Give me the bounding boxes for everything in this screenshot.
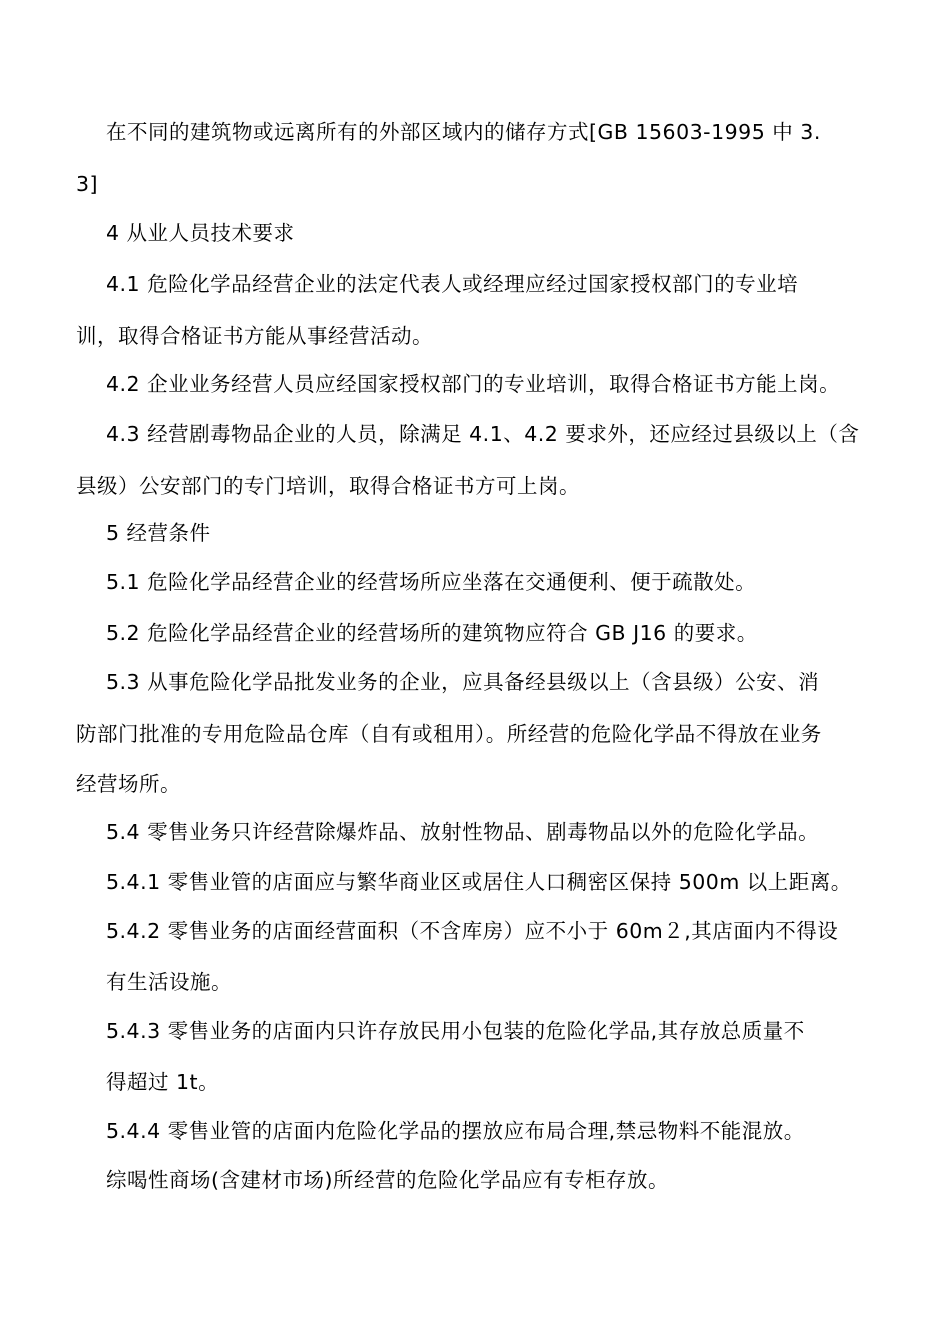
text-line-15: 5.4 零售业务只许经营除爆炸品、放射性物品、剧毒物品以外的危险化学品。 (106, 820, 820, 844)
text-line-12: 5.3 从事危险化学品批发业务的企业，应具备经县级以上（含县级）公安、消 (106, 670, 820, 694)
text-line-2: 3] (76, 172, 99, 196)
text-line-22: 综喝性商场(含建材市场)所经营的危险化学品应有专柜存放。 (106, 1168, 669, 1192)
section-heading-5: 5 经营条件 (106, 521, 211, 545)
text-line-8: 县级）公安部门的专门培训，取得合格证书方可上岗。 (76, 474, 580, 498)
text-line-4: 4.1 危险化学品经营企业的法定代表人或经理应经过国家授权部门的专业培 (106, 272, 799, 296)
text-line-11: 5.2 危险化学品经营企业的经营场所的建筑物应符合 GB J16 的要求。 (106, 621, 758, 645)
text-line-10: 5.1 危险化学品经营企业的经营场所应坐落在交通便利、便于疏散处。 (106, 570, 757, 594)
text-line-1: 在不同的建筑物或远离所有的外部区域内的储存方式[GB 15603-1995 中 3. (106, 120, 821, 144)
text-line-20: 得超过 1t。 (106, 1070, 220, 1094)
text-line-14: 经营场所。 (76, 772, 181, 796)
text-line-6: 4.2 企业业务经营人员应经国家授权部门的专业培训，取得合格证书方能上岗。 (106, 372, 841, 396)
text-line-16: 5.4.1 零售业管的店面应与繁华商业区或居住人口稠密区保持 500m 以上距离。 (106, 870, 852, 894)
text-line-19: 5.4.3 零售业务的店面内只许存放民用小包装的危险化学品,其存放总质量不 (106, 1019, 805, 1043)
text-line-7: 4.3 经营剧毒物品企业的人员，除满足 4.1、4.2 要求外，还应经过县级以上（含 (106, 422, 860, 446)
text-line-13: 防部门批准的专用危险品仓库（自有或租用）。所经营的危险化学品不得放在业务 (76, 722, 822, 746)
text-line-5: 训，取得合格证书方能从事经营活动。 (76, 324, 433, 348)
text-line-21: 5.4.4 零售业管的店面内危险化学品的摆放应布局合理,禁忌物料不能混放。 (106, 1119, 805, 1143)
text-line-18: 有生活设施。 (106, 970, 232, 994)
section-heading-4: 4 从业人员技术要求 (106, 221, 295, 245)
text-line-17: 5.4.2 零售业务的店面经营面积（不含库房）应不小于 60m２,其店面内不得设 (106, 919, 839, 943)
